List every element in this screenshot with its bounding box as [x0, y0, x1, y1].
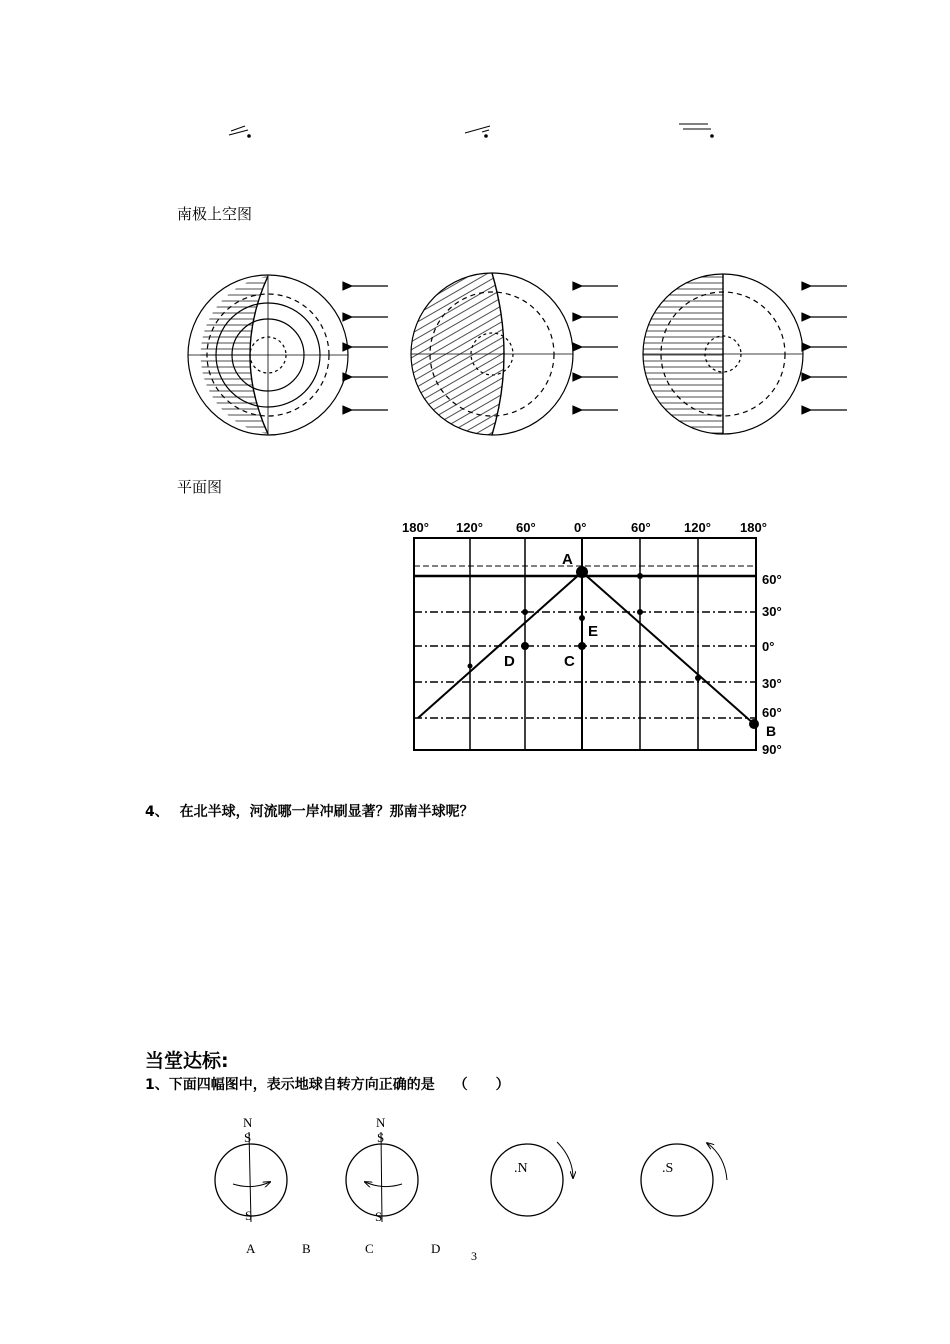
- map-right-label-0: 60°: [762, 572, 782, 587]
- option-letter-d: D: [431, 1241, 441, 1256]
- option-d-s: .S: [662, 1161, 674, 1176]
- option-c-n: .N: [514, 1161, 528, 1176]
- question-4-number: 4、: [145, 804, 169, 820]
- sketch-mark-3: [679, 124, 713, 137]
- plane-map-points: [468, 566, 760, 729]
- globe-diagram-1: [188, 275, 348, 435]
- option-letter-a: A: [246, 1241, 256, 1256]
- option-letter-b: B: [302, 1241, 311, 1256]
- option-b-s-bottom: S: [375, 1209, 383, 1224]
- map-right-label-4: 60°: [762, 705, 782, 720]
- question-4: [145, 801, 474, 821]
- practice-question-1: [145, 1074, 510, 1094]
- map-top-label-1: 120°: [456, 520, 483, 535]
- plane-map: [398, 518, 818, 758]
- page-number: 3: [471, 1249, 477, 1263]
- practice-q1-blank: （ ）: [453, 1077, 510, 1093]
- sketch-mark-2: [465, 126, 490, 137]
- option-b-s-top: S: [377, 1130, 385, 1145]
- sketch-mark-1: [229, 126, 250, 137]
- map-point-d-label: D: [504, 653, 515, 670]
- map-top-label-5: 120°: [684, 520, 711, 535]
- map-point-e-label: E: [588, 623, 599, 640]
- globe-diagram-2: [411, 273, 573, 435]
- map-top-label-0: 180°: [402, 520, 429, 535]
- practice-q1-number: 1、: [145, 1077, 169, 1093]
- map-top-label-6: 180°: [740, 520, 767, 535]
- map-right-label-2: 0°: [762, 639, 775, 654]
- map-point-a-label: A: [562, 551, 573, 568]
- south-pole-view-label: 南极上空图: [177, 205, 253, 223]
- rotation-options: [0, 1110, 950, 1260]
- globe-option-d: [641, 1143, 727, 1216]
- option-a-s-top: S: [244, 1130, 252, 1145]
- option-letter-c: C: [365, 1241, 374, 1256]
- map-top-label-3: 0°: [574, 520, 587, 535]
- practice-heading: 当堂达标:: [145, 1050, 229, 1072]
- option-a-n: N: [243, 1115, 253, 1130]
- question-4-text: 在北半球，河流哪一岸冲刷显著？那南半球呢？: [179, 804, 474, 820]
- map-right-label-1: 30°: [762, 604, 782, 619]
- option-a-s-bottom: S: [245, 1208, 253, 1223]
- map-point-b-label: B: [766, 723, 777, 739]
- globe-option-c: [491, 1142, 573, 1216]
- south-pole-diagrams: [0, 268, 950, 458]
- globe-diagram-3: [643, 274, 803, 434]
- practice-q1-text: 下面四幅图中，表示地球自转方向正确的是: [168, 1077, 435, 1093]
- option-b-n: N: [376, 1115, 386, 1130]
- map-top-label-4: 60°: [631, 520, 651, 535]
- map-right-label-5: 90°: [762, 742, 782, 757]
- plane-view-label: 平面图: [177, 478, 223, 496]
- map-point-c-label: C: [564, 653, 575, 670]
- top-sketch-marks: [0, 115, 950, 155]
- plane-map-path: [418, 572, 754, 724]
- map-right-label-3: 30°: [762, 676, 782, 691]
- map-top-label-2: 60°: [516, 520, 536, 535]
